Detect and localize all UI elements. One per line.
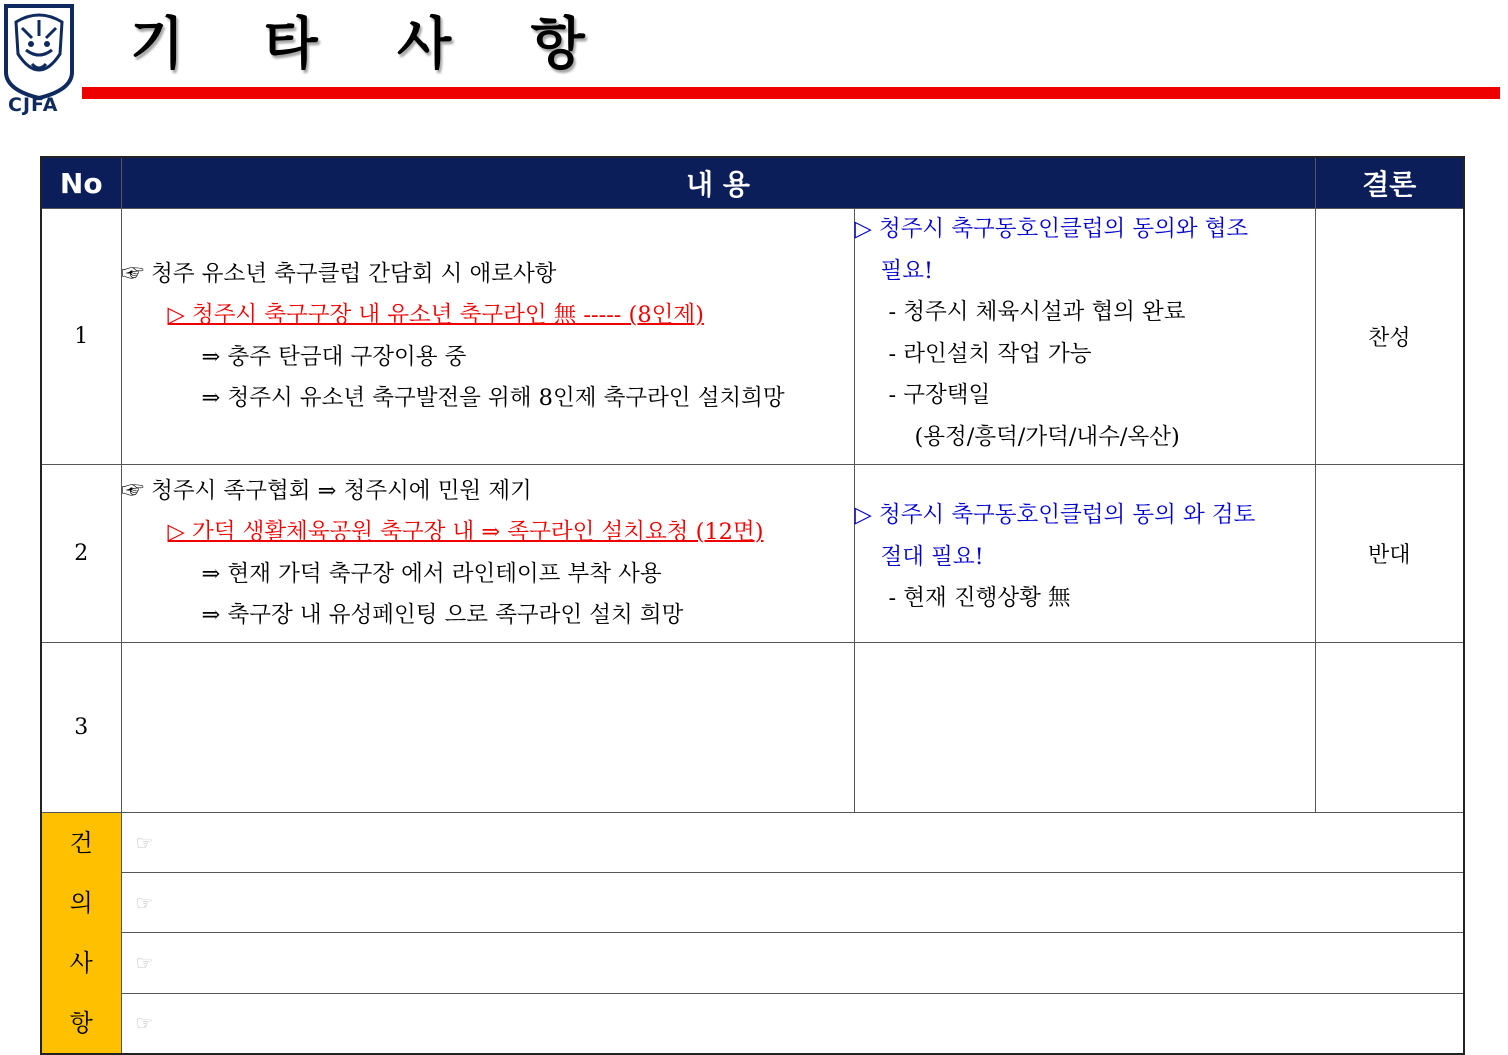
content-line: ☞ 청주 유소년 축구클럽 간담회 시 애로사항 [121, 260, 557, 287]
table-row [41, 465, 1464, 643]
suggestions-label [41, 813, 121, 1055]
agenda-table [40, 156, 1465, 1055]
content-line: ☞ 청주시 족구협회 ⇒ 청주시에 민원 제기 [121, 477, 532, 504]
content-line: ▷ 가덕 생활체육공원 축구장 내 ⇒ 족구라인 설치요청 (12면) [167, 519, 764, 545]
opinion-line: 절대 필요! [880, 543, 984, 570]
row-opinion [854, 465, 1315, 643]
content-line: ⇒ 현재 가덕 축구장 에서 라인테이프 부착 사용 [201, 560, 662, 587]
suggestion-row [41, 873, 1464, 933]
header-content: 내 용 [121, 157, 1315, 209]
row-opinion [854, 643, 1315, 813]
content-line: ⇒ 충주 탄금대 구장이용 중 [201, 343, 467, 370]
row-number: 2 [41, 465, 121, 643]
suggestion-item: ☞ [121, 933, 1464, 993]
suggestions-label-char: 건 [69, 829, 93, 857]
opinion-line: - 현재 진행상황 無 [888, 585, 1071, 611]
content-line: ▷ 청주시 축구구장 내 유소년 축구라인 無 ----- (8인제) [167, 302, 704, 328]
content-line: ⇒ 청주시 유소년 축구발전을 위해 8인제 축구라인 설치희망 [201, 385, 785, 411]
opinion-line: ▷ 청주시 축구동호인클럽의 동의와 협조 [854, 216, 1249, 242]
row-opinion [854, 209, 1315, 465]
row-content [121, 643, 854, 813]
title-underline-bar [82, 87, 1500, 99]
opinion-line: - 라인설치 작업 가능 [888, 340, 1092, 367]
suggestion-row [41, 933, 1464, 993]
opinion-line: - 청주시 체육시설과 협의 완료 [888, 299, 1186, 325]
page-title: 기 타 사 항 [130, 12, 615, 77]
header-no: No [41, 157, 121, 209]
suggestions-label-char: 사 [69, 949, 93, 977]
suggestion-item: ☞ [121, 813, 1464, 873]
row-result: 반대 [1315, 465, 1464, 643]
row-number: 1 [41, 209, 121, 465]
table-header-row [41, 157, 1464, 209]
header-result: 결론 [1315, 157, 1464, 209]
row-content [121, 465, 854, 643]
suggestions-label-char: 항 [69, 1009, 93, 1037]
suggestion-item: ☞ [121, 873, 1464, 933]
content-line: ⇒ 축구장 내 유성페인팅 으로 족구라인 설치 희망 [201, 602, 684, 628]
row-result: 찬성 [1315, 209, 1464, 465]
suggestion-item: ☞ [121, 993, 1464, 1054]
table-row [41, 643, 1464, 813]
opinion-line: (용정/흥덕/가덕/내수/옥산) [914, 423, 1180, 450]
row-number: 3 [41, 643, 121, 813]
opinion-line: 필요! [880, 257, 934, 284]
row-content [121, 209, 854, 465]
row-result [1315, 643, 1464, 813]
suggestions-label-char: 의 [69, 889, 93, 917]
suggestion-row [41, 813, 1464, 873]
opinion-line: ▷ 청주시 축구동호인클럽의 동의 와 검토 [854, 502, 1256, 528]
logo-text: CJFA [8, 94, 59, 116]
opinion-line: - 구장택일 [888, 382, 991, 408]
table-row [41, 209, 1464, 465]
suggestion-row [41, 993, 1464, 1054]
